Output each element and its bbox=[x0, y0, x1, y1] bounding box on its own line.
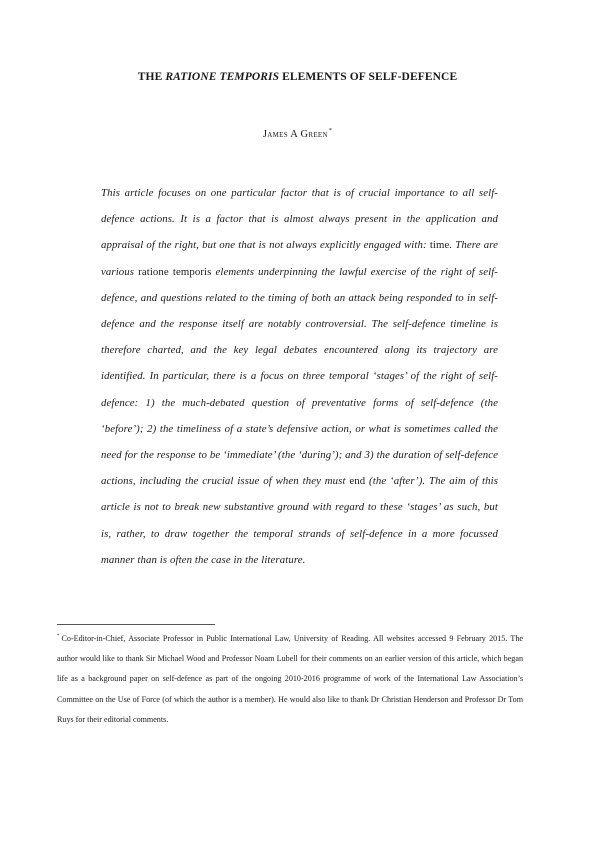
author-name: James A Green bbox=[262, 129, 328, 140]
abstract-part-1: This article focuses on one particular factor that is of crucial importance to all self-defence actions. It is a factor that is almost always present in the application and appraisal of the right, but one that is not always explicitly engaged with: bbox=[101, 187, 498, 252]
abstract-word-time: time bbox=[429, 239, 450, 252]
footnote-text: Co-Editor-in-Chief, Associate Professor in Public International Law, University of Reading. All websites accessed 9 February 2015. The author would like to thank Sir Michael Wood and Professor Noam Lubell for their comments on an earlier version of this article, which began life as a background paper on self-defence as part of the ongoing 2010-2016 programme of work of the International Law Association’s Committee on the Use of Force (of which the author is a member). He would also like to thank Dr Christian Henderson and Professor Dr Tom Ruys for their editorial comments. bbox=[57, 634, 523, 724]
title-italic: RATIONE TEMPORIS bbox=[165, 71, 280, 83]
footnote-separator bbox=[57, 624, 215, 625]
footnote-marker: * bbox=[57, 634, 60, 639]
article-title bbox=[0, 71, 595, 83]
abstract bbox=[101, 180, 498, 573]
abstract-part-3: elements underpinning the lawful exercise of the right of self-defence, and questions related to the timing of both an attack being responded to in self-defence and the response itself are notably controversial. The self-defence timeline is therefore charted, and the key legal debates encountered along its trajectory are identified. In particular, there is a focus on three temporal ‘stages’ of the right of self-defence: 1) the much-debated question of preventative forms of self-defence (the ‘before’); 2) the timeliness of a state’s defensive action, or what is sometimes called the need for the response to be ‘immediate’ (the ‘during’); and 3) the duration of self-defence actions, including the crucial issue of when they must bbox=[101, 265, 498, 488]
title-prefix: THE bbox=[137, 71, 166, 83]
footnote bbox=[57, 627, 523, 730]
title-suffix: ELEMENTS OF SELF-DEFENCE bbox=[279, 71, 458, 83]
abstract-ratione-temporis: ratione temporis bbox=[138, 265, 212, 278]
abstract-part-4: (the ‘after’). The aim of this article is not to break new substantive ground with regard to these ‘stages’ as such, but is, rather, to draw together the temporal strands of self-defence in a more focussed manner than is often the case in the literature. bbox=[101, 475, 498, 566]
author-line bbox=[0, 128, 595, 140]
abstract-part-2: . There are various bbox=[101, 239, 498, 278]
abstract-word-end: end bbox=[349, 475, 366, 488]
author-footnote-marker: * bbox=[328, 128, 333, 134]
